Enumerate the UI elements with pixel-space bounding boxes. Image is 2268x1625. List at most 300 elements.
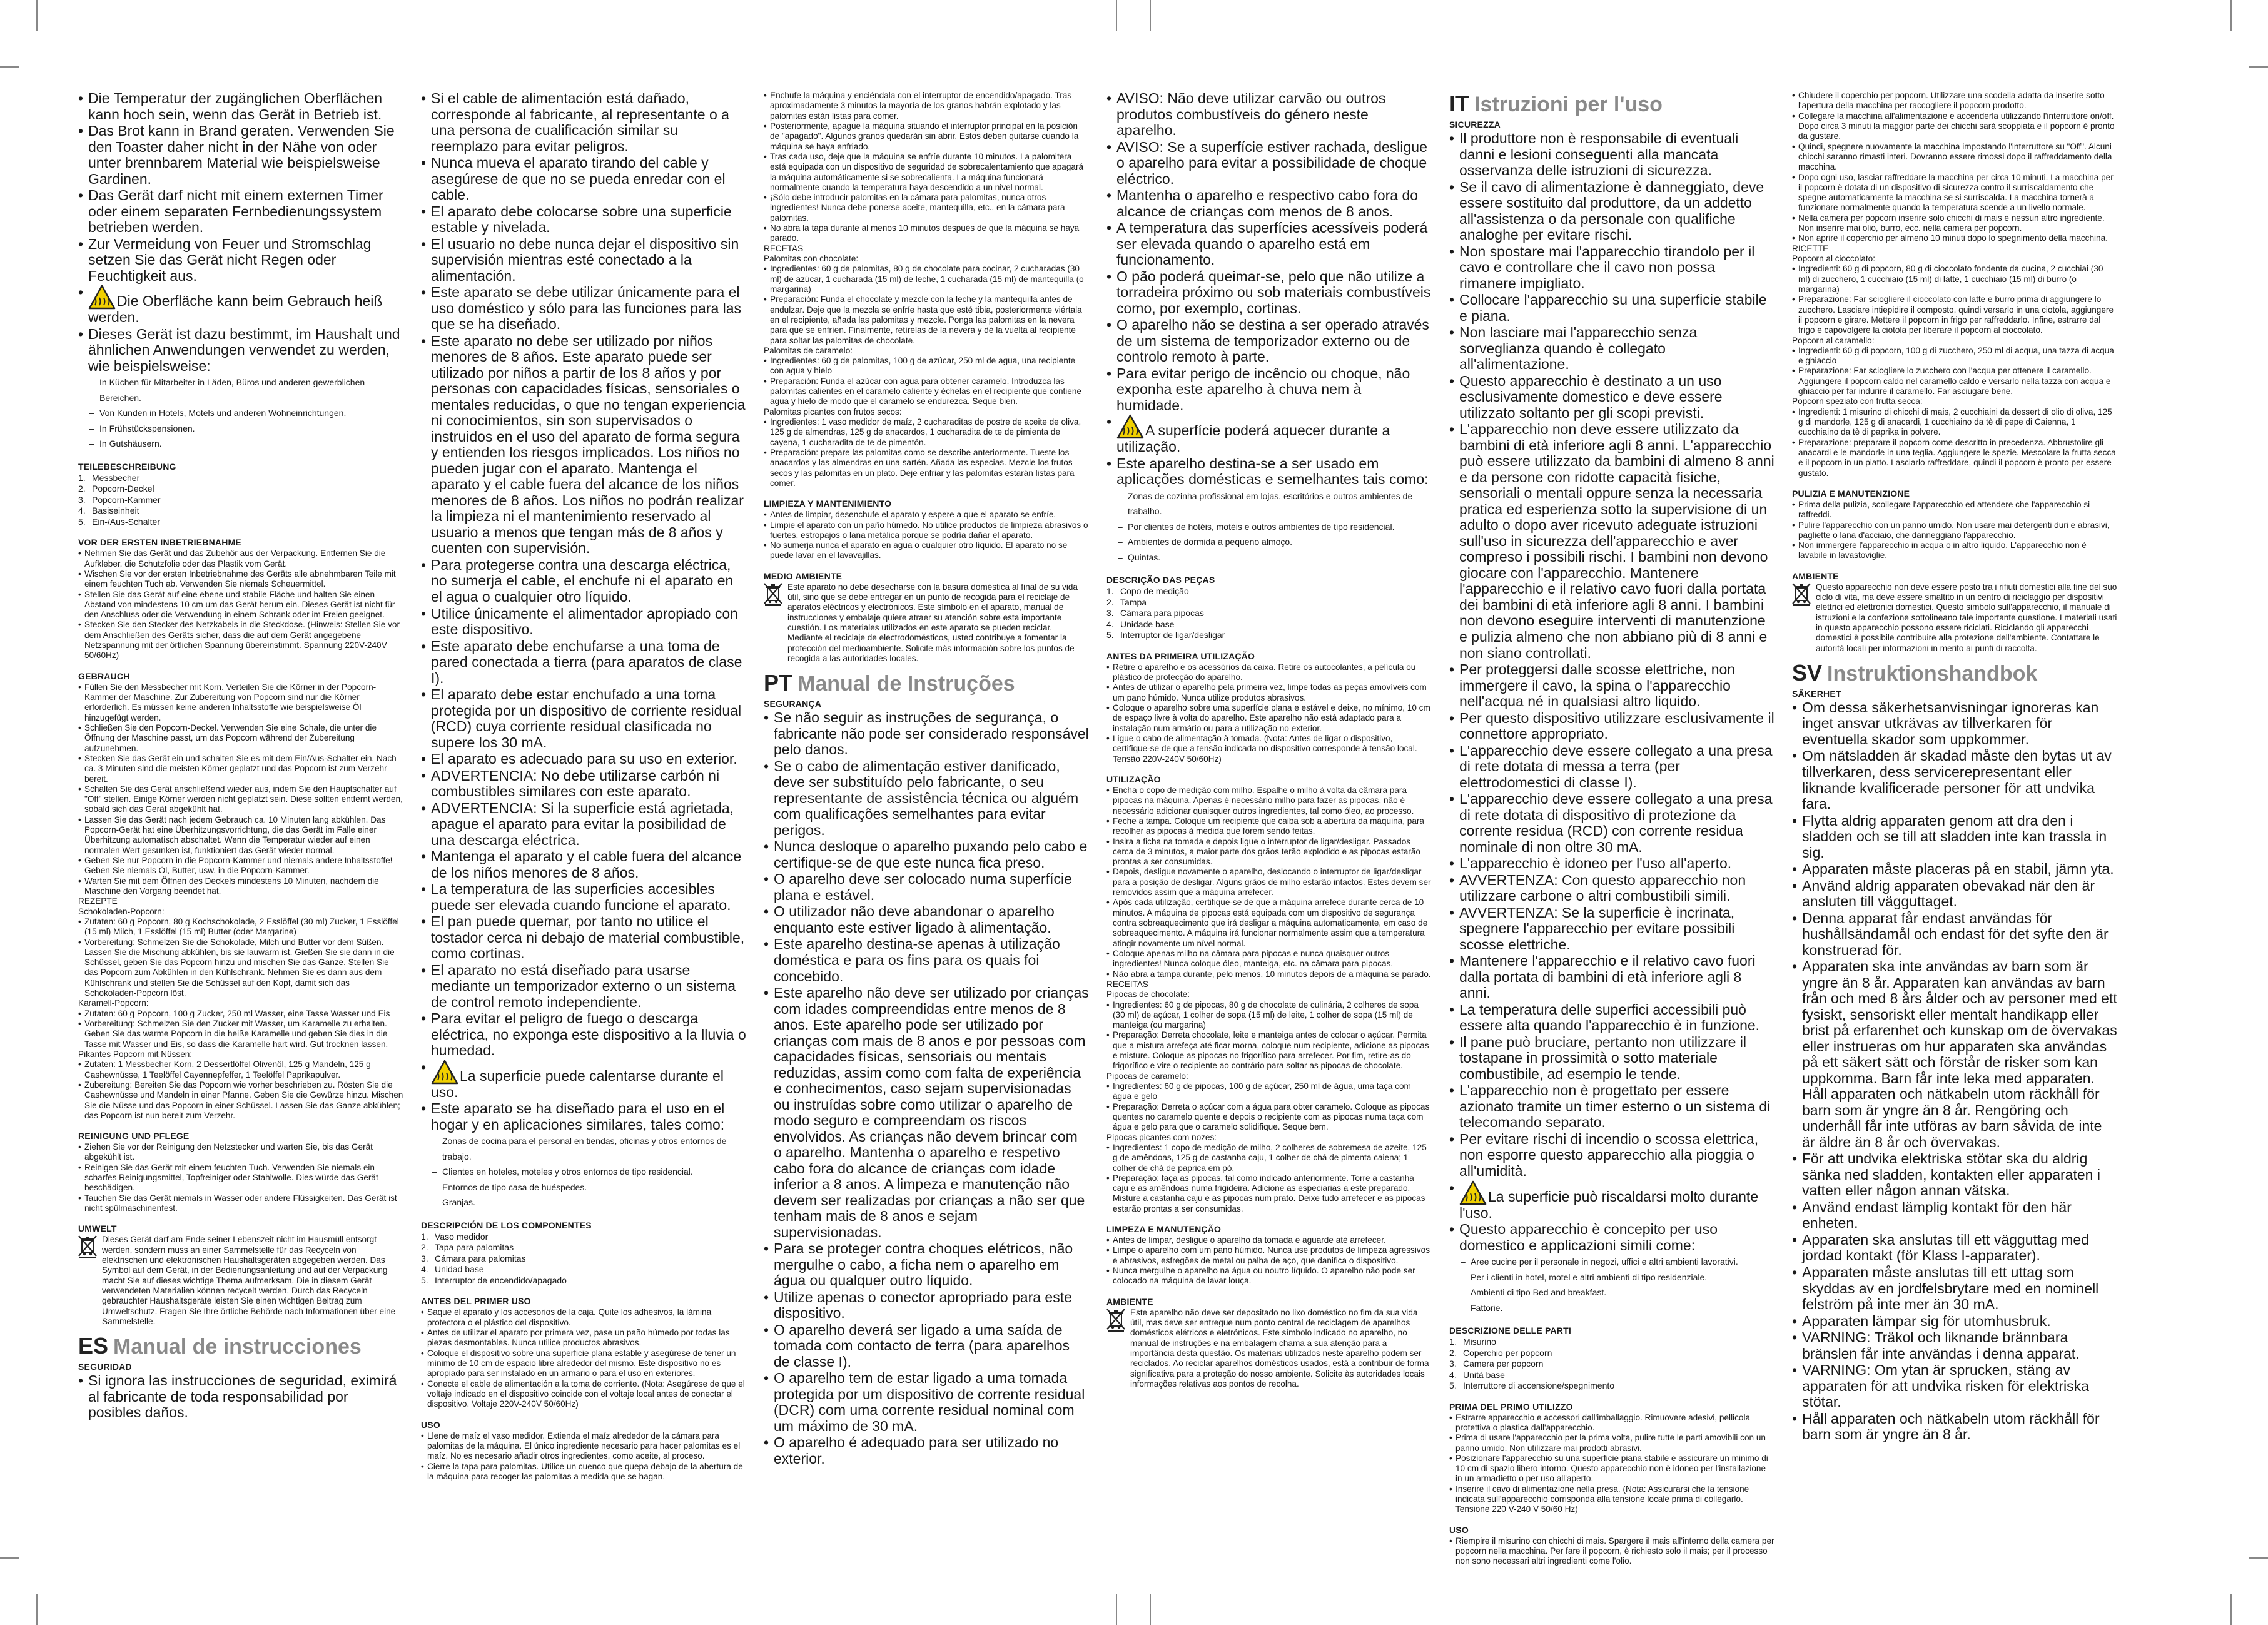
es-safety-list [78, 1373, 403, 1421]
crop-mark [0, 1557, 19, 1559]
section-heading: USO [421, 1419, 440, 1430]
lang-heading-pt [764, 670, 1089, 696]
part-label: Misurino [1463, 1337, 1496, 1347]
part-label: Popcorn-Deckel [92, 483, 154, 494]
list-item: • Zur Vermeidung von Feuer und Stromschlag setzen Sie das Gerät nicht Regen oder Feuchtigkeit aus. [78, 236, 403, 285]
list-item: • Para evitar el peligro de fuego o descarga eléctrica, no exponga este dispositivo a la lluvia o humedad. [421, 1011, 746, 1059]
part-item: 1. Messbecher [78, 472, 140, 483]
crop-mark [2230, 0, 2232, 31]
list-item: – Clientes en hoteles, moteles y otros entornos de tipo residencial. [432, 1164, 746, 1180]
instruction-list [1792, 91, 2117, 478]
list-item: • Posizionare l'apparecchio su una superficie piana stabile e assicurare un minimo di 10 cm di spazio libero intorno. Questo apparecchio non è idoneo per l'installazione in un armadietto o per uso all'aperto. [1449, 1454, 1774, 1484]
lang-title: Manual de Instruções [797, 672, 1015, 696]
instruction-list [421, 1431, 746, 1482]
recycle-bin-icon [1792, 582, 1811, 606]
section-heading: SEGURIDAD [78, 1362, 132, 1372]
list-item: • Preparação: faça as pipocas, tal como indicado anteriormente. Torre a castanha caju e as amêndoas numa frigideira. Adicione as especiarias a este preparado. Misture a castanha caju e as pipocas num prato. Deixe tudo arrefecer e as pipocas estarão prontas a ser consumidas. [1106, 1173, 1432, 1214]
column-4 [1106, 91, 1432, 1617]
list-item: • Mantenere l'apparecchio e il relativo cavo fuori dalla portata di bambini di età inferiore agli 8 anni. [1449, 953, 1774, 1001]
list-item: • Mantenha o aparelho e respectivo cabo fora do alcance de crianças com menos de 8 anos. [1106, 188, 1432, 220]
list-item: • Stellen Sie das Gerät auf eine ebene und stabile Fläche und halten Sie einen Abstand von mindestens 10 cm um das Gerät herum ein. Dieses Gerät ist nicht für den Anschluss oder die Verwendung in einem Schrank oder im Freien geeignet. [78, 590, 403, 620]
list-item: • Ingredientes: 60 g de pipocas, 80 g de chocolate de culinária, 2 colheres de sopa (30 ml) de açúcar, 1 colher de sopa (15 ml) de leite, 1 colher de sopa (15 ml) de manteiga (ou margarina) [1106, 1000, 1432, 1031]
pt-safety-list-2 [1106, 414, 1432, 488]
list-item: • Coloque apenas milho na câmara para pipocas e nunca quaisquer outros ingredientes! Nunca coloque óleo, manteiga, etc. na câmara para pipocas. [1106, 949, 1432, 969]
section-heading: GEBRAUCH [78, 671, 130, 681]
list-item: • AVVERTENZA: Con questo apparecchio non utilizzare carbone o altri combustibili simili. [1449, 873, 1774, 904]
list-item: • Este aparelho não deve ser utilizado por crianças com idades compreendidas entre menos de 8 anos. Este aparelho pode ser utilizado por crianças com mais de 8 anos e por pessoas com capacidades físicas, sensoriais ou mentais reduzidas, assim como com falta de experiência e conhecimentos, caso sejam supervisionadas ou instruídas sobre como utilizar o aparelho de modo seguro e compreendam os riscos envolvidos. As crianças não devem brincar com o aparelho. Mantenha o aparelho e respetivo cabo fora do alcance de crianças com idade inferior a 8 anos. A limpeza e manutenção não devem ser realizadas por crianças a não ser que tenham mais de 8 anos e sejam supervisionadas. [764, 985, 1089, 1240]
section-heading: VOR DER ERSTEN INBETRIEBNAHME [78, 537, 241, 548]
list-item: • Geben Sie nur Popcorn in die Popcorn-Kammer und niemals andere Inhaltsstoffe! Geben Sie niemals Öl, Butter, usw. in die Popcorn-Kammer. [78, 856, 403, 876]
list-item: • Vorbereitung: Schmelzen Sie die Schokolade, Milch und Butter vor dem Süßen. Lassen Sie die Mischung abkühlen, bis sie lauwarm ist. Gießen Sie sie dann in die Schüssel, geben Sie das Popcorn hinzu und mischen Sie das Ganze. Stellen Sie das Popcorn zum Abkühlen in den Kühlschrank. Nehmen Sie es dann aus dem Kühlschrank und stellen Sie die Schüssel auf den Kopf, damit sich das Schokoladen-Popcorn löst. [78, 938, 403, 999]
lang-code: IT [1449, 91, 1469, 116]
list-item: • Ingredientes: 60 g de pipocas, 100 g de açúcar, 250 ml de água, uma taça com água e gelo [1106, 1081, 1432, 1102]
list-item: – Von Kunden in Hotels, Motels und anderen Wohneinrichtungen. [89, 405, 403, 421]
lang-heading-sv [1792, 660, 2117, 686]
list-item: • Ingredientes: 60 g de palomitas, 80 g de chocolate para cocinar, 2 cucharadas (30 ml) de azúcar, 1 cucharada (15 ml) de leche, 1 cucharada (15 ml) de mantequilla (o margarina) [764, 264, 1089, 295]
list-item: • Stecken Sie das Gerät ein und schalten Sie es mit dem Ein/Aus-Schalter ein. Nach ca. 3 Minuten sind die meisten Körner geplatzt und das Popcorn ist zum Verzehr bereit. [78, 754, 403, 784]
list-item: • Antes de utilizar o aparelho pela primeira vez, limpe todas as peças amovíveis com um pano húmido. Nunca utilize produtos abrasivos. [1106, 682, 1432, 703]
list-item: RECEITAS [1106, 979, 1148, 989]
list-item: • AVVERTENZA: Se la superficie è incrinata, spegnere l'apparecchio per evitare possibili scosse elettriche. [1449, 905, 1774, 953]
list-item: • Chiudere il coperchio per popcorn. Utilizzare una scodella adatta da inserire sotto l'apertura della macchina per raccogliere il popcorn prodotto. [1792, 91, 2117, 111]
instruction-list [1449, 1536, 1774, 1567]
list-item: • Antes de limpar, desligue o aparelho da tomada e aguarde até arrefecer. [1106, 1235, 1432, 1245]
section-heading: PRIMA DEL PRIMO UTILIZZO [1449, 1401, 1573, 1412]
list-item: Pikantes Popcorn mit Nüssen: [78, 1049, 193, 1059]
list-item: • Este aparato se debe utilizar únicamente para el uso doméstico y sólo para las funciones para las que se ha diseñado. [421, 285, 746, 333]
list-item: • Pulire l'apparecchio con un panno umido. Non usare mai detergenti duri e abrasivi, pagliette o lana d'acciaio, che danneggiano l'apparecchio. [1792, 520, 2117, 541]
list-item: Pipocas picantes com nozes: [1106, 1132, 1217, 1142]
column-2 [421, 91, 746, 1617]
lang-code: SV [1792, 659, 1823, 686]
list-item: • Nella camera per popcorn inserire solo chicchi di mais e nessun altro ingrediente. Non inserire mai olio, burro, ecc. nella camera per popcorn. [1792, 213, 2117, 234]
list-item: • Coloque el dispositivo sobre una superficie plana estable y asegúrese de tener un mínimo de 10 cm de espacio libre alrededor del mismo. Este dispositivo no es apropiado para ser instalado en un armario o para el uso en exteriores. [421, 1349, 746, 1379]
part-item: 5. Ein-/Aus-Schalter [78, 516, 160, 527]
list-item: • Insira a ficha na tomada e depois ligue o interruptor de ligar/desligar. Passados cerca de 3 minutos, a maior parte dos grãos terão explodido e as pipocas estarão prontas a ser consumidas. [1106, 837, 1432, 868]
list-item: – Zonas de cozinha profissional em lojas, escritórios e outros ambientes de trabalho. [1118, 489, 1432, 519]
list-item: • A temperatura das superfícies acessíveis poderá ser elevada quando o aparelho está em funcionamento. [1106, 220, 1432, 268]
list-item: • ADVERTENCIA: Si la superficie está agrietada, apague el aparato para evitar la posibilidad de una descarga eléctrica. [421, 801, 746, 849]
list-item: Popcorn speziato con frutta secca: [1792, 397, 1923, 407]
part-label: Camera per popcorn [1463, 1359, 1544, 1369]
pt-household-sub [1106, 489, 1432, 565]
part-item: 3. Popcorn-Kammer [78, 494, 161, 505]
lang-title: Manual de instrucciones [113, 1335, 362, 1359]
list-item: • Apparaten ska inte användas av barn som är yngre än 8 år. Apparaten kan användas av barn från och med 8 års ålder och av personer med ett fysiskt, sensoriskt eller mentalt handikapp eller brist på erfarenhet och kunskap om de övervakas eller instrueras om hur apparaten ska användas på ett säkert sätt och förstår de risker som kan uppkomma. Barn får inte leka med apparaten. Håll apparaten och nätkabeln utom räckhåll för barn som är yngre än 8 år. Rengöring och underhåll får inte utföras av barn såvida de inte är äldre än 8 år och övervakas. [1792, 959, 2117, 1150]
crop-mark [2249, 66, 2268, 68]
section-heading: USO [1449, 1524, 1469, 1535]
list-item: • Die Temperatur der zugänglichen Oberflächen kann hoch sein, wenn das Gerät in Betrieb ist. [78, 91, 403, 123]
environment-note [1106, 1308, 1432, 1390]
part-label: Interruptor de encendido/apagado [435, 1275, 567, 1285]
list-item: • Para protegerse contra una descarga eléctrica, no sumerja el cable, el enchufe ni el aparato en el agua o cualquier otro líquido. [421, 557, 746, 605]
list-item: • Inserire il cavo di alimentazione nella presa. (Nota: Assicurarsi che la tensione indicata sull'apparecchio corrisponda alla tensione locale prima di collegarlo. Tensione 220 V-240 V 50/60 Hz) [1449, 1484, 1774, 1515]
crop-mark [36, 1594, 38, 1625]
part-item: 1. Misurino [1449, 1337, 1496, 1347]
list-item: • Retire o aparelho e os acessórios da caixa. Retire os autocolantes, a película ou plástico de protecção do aparelho. [1106, 662, 1432, 683]
part-item: 4. Unità base [1449, 1369, 1505, 1380]
part-label: Popcorn-Kammer [92, 494, 161, 505]
list-item: • Cierre la tapa para palomitas. Utilice un cuenco que quepa debajo de la abertura de la máquina para recoger las palomitas a medida que se hagan. [421, 1462, 746, 1482]
section-heading: AMBIENTE [1106, 1296, 1153, 1307]
part-item: 2. Popcorn-Deckel [78, 483, 154, 494]
list-item: • Denna apparat får endast användas för hushållsändamål och endast för det syfte den är konstruerad för. [1792, 911, 2117, 959]
list-item: • Utilize apenas o conector apropriado para este dispositivo. [764, 1290, 1089, 1322]
part-label: Unidade base [1120, 619, 1175, 629]
crop-mark [2230, 1594, 2232, 1625]
list-item: • Preparazione: preparare il popcorn come descritto in precedenza. Abbrustolire gli anacardi e le mandorle in una teglia. Aggiungere le spezie. Mescolare la frutta secca e il popcorn in un piatto. Lasciarlo raffreddare, quindi il popcorn è pronto per essere gustato. [1792, 438, 2117, 478]
part-item: 2. Coperchio per popcorn [1449, 1347, 1552, 1358]
list-item: • Zubereitung: Bereiten Sie das Popcorn wie vorher beschrieben zu. Rösten Sie die Cashewnüsse und Mandeln in einer Pfanne. Geben Sie die Gewürze hinzu. Mischen Sie die Nüsse und das Popcorn in einer Schüssel. Lassen Sie das Ganze abkühlen; das Popcorn ist nun bereit zum Verzehr. [78, 1080, 403, 1121]
list-item: • Nunca mergulhe o aparelho na água ou noutro líquido. O aparelho não pode ser colocado na máquina de lavar louça. [1106, 1266, 1432, 1287]
part-label: Vaso medidor [435, 1231, 489, 1242]
instruction-list [1106, 662, 1432, 764]
list-item: • Si ignora las instrucciones de seguridad, eximirá al fabricante de toda responsabilidad por posibles daños. [78, 1373, 403, 1421]
section-heading: ANTES DA PRIMEIRA UTILIZAÇÃO [1106, 651, 1255, 661]
list-item: • Ingredientes: 1 copo de medição de milho, 2 colheres de sobremesa de azeite, 125 g de amêndoas, 125 g de castanha caju, 1 colher de chá de pimenta caiena; 1 colher de chá de paprica em pó. [1106, 1143, 1432, 1173]
list-item: • Posteriormente, apague la máquina situando el interruptor principal en la posición de "apagado". Algunos granos quedarán sin abrir. Estos deben quitarse cuando la máquina se haya enfriado. [764, 121, 1089, 152]
part-item: 3. Camera per popcorn [1449, 1359, 1544, 1369]
warning-icon [1459, 1188, 1488, 1205]
part-item: 4. Unidad base [421, 1264, 484, 1275]
list-item: • Nunca desloque o aparelho puxando pelo cabo e certifique-se de que este nunca fica preso. [764, 839, 1089, 871]
list-item: • L'apparecchio deve essere collegato a una presa di rete dotata di messa a terra (per elettrodomestici di classe I). [1449, 743, 1774, 791]
list-item: • El usuario no debe nunca dejar el dispositivo sin supervisión mientras esté conectado a la alimentación. [421, 236, 746, 285]
list-item: – In Küchen für Mitarbeiter in Läden, Büros und anderen gewerblichen Bereichen. [89, 375, 403, 405]
part-label: Tapa para palomitas [435, 1242, 514, 1253]
list-item: – Zonas de cocina para el personal en tiendas, oficinas y otros entornos de trabajo. [432, 1133, 746, 1164]
list-item: • Ingredienti: 60 g di popcorn, 80 g di cioccolato fondente da cucina, 2 cucchiai (30 ml) di zucchero, 1 cucchiaio (15 ml) di latte, 1 cucchiaio (15 ml) di burro (o margarina) [1792, 264, 2117, 295]
recycle-bin-icon [78, 1235, 97, 1258]
list-item: • Reinigen Sie das Gerät mit einem feuchten Tuch. Verwenden Sie niemals ein scharfes Reinigungsmittel, Topfreiniger oder Stahlwolle. Dies würde das Gerät beschädigen. [78, 1163, 403, 1193]
list-item: Palomitas con chocolate: [764, 254, 859, 263]
lang-code: ES [78, 1333, 109, 1359]
list-item: • L'apparecchio non è progettato per essere azionato tramite un timer esterno o un sistema di telecomando separato. [1449, 1083, 1774, 1131]
list-item: • Questo apparecchio è concepito per uso domestico e applicazioni simili come: [1449, 1222, 1774, 1253]
environment-text: Este aparelho não deve ser depositado no lixo doméstico no fim da sua vida útil, mas deve ser entregue num ponto central de reciclagem de aparelhos domésticos elétricos e eletrónicos. Este símbolo indicado no aparelho, no manual de instruções e na embalagem chama a sua atenção para a importância desta questão. Os materiais utilizados neste aparelho podem ser reciclados. Ao reciclar aparelhos domésticos usados, está a contribuir de forma significativa para a proteção do nosso ambiente. Solicite às autoridades locais informações relativas aos pontos de recolha. [1130, 1307, 1429, 1389]
list-item: • Antes de limpiar, desenchufe el aparato y espere a que el aparato se enfríe. [764, 510, 1089, 520]
list-item [1449, 1180, 1774, 1222]
list-item: Schokoladen-Popcorn: [78, 906, 165, 916]
list-item: – Aree cucine per il personale in negozi, uffici e altri ambienti lavorativi. [1461, 1254, 1774, 1270]
list-item: • Håll apparaten och nätkabeln utom räckhåll för barn som är yngre än 8 år. [1792, 1411, 2117, 1443]
list-item: • Flytta aldrig apparaten genom att dra den i sladden och se till att sladden inte kan trassla in sig. [1792, 813, 2117, 861]
list-item [421, 1060, 746, 1101]
list-item: • Quindi, spegnere nuovamente la macchina impostando l'interruttore su "Off". Alcuni chicchi saranno rimasti interi. Dovranno essere rimossi dopo il raffreddamento della macchina. [1792, 142, 2117, 173]
crop-mark [1116, 0, 1117, 31]
part-label: Unità base [1463, 1369, 1505, 1380]
list-item: • L'apparecchio deve essere collegato a una presa di rete dotata di dispositivo di protezione da corrente residua (RCD) con corrente residua nominale di non oltre 30 mA. [1449, 791, 1774, 855]
crop-mark [2249, 1557, 2268, 1559]
list-item: Pipocas de caramelo: [1106, 1071, 1188, 1081]
list-item: • No sumerja nunca el aparato en agua o cualquier otro líquido. El aparato no se puede lavar en el lavavajillas. [764, 540, 1089, 561]
list-item: • Este aparelho destina-se apenas à utilização doméstica e para os fins para os quais foi concebido. [764, 936, 1089, 985]
list-item: • Riempire il misurino con chicchi di mais. Spargere il mais all'interno della camera per popcorn nella macchina. Per fare il popcorn, è richiesto solo il mais; per il processo non sono necessari altri ingredienti come l'olio. [1449, 1536, 1774, 1567]
list-item: • Mantenga el aparato y el cable fuera del alcance de los niños menores de 8 años. [421, 849, 746, 881]
list-item: • Preparazione: Far sciogliere il cioccolato con latte e burro prima di aggiungere lo zucchero. Lasciare intiepidire il composto, quindi versarlo in una ciotola, aggiungere il popcorn e girare. Mettere il popcorn in frigo per raffreddarlo. Infine, estrarre dal frigo e capovolgere la ciotola per liberare il popcorn al cioccolato. [1792, 295, 2117, 335]
list-item: • AVISO: Não deve utilizar carvão ou outros produtos combustíveis do género neste aparelho. [1106, 91, 1432, 139]
list-item: • Füllen Sie den Messbecher mit Korn. Verteilen Sie die Körner in der Popcorn-Kammer der Maschine. Zur Zubereitung von Popcorn sind nur die Körner erforderlich. Es müssen keine anderen Inhaltsstoffe wie beispielsweise Öl hinzugefügt werden. [78, 682, 403, 723]
list-item: • Encha o copo de medição com milho. Espalhe o milho à volta da câmara para pipocas na máquina. Apenas é necessário milho para fazer as pipocas, não é necessário adicionar quaisquer outros ingredientes, tal como óleo, ao processo. [1106, 786, 1432, 816]
list-item: • Preparação: Derreta o açúcar com a água para obter caramelo. Coloque as pipocas quentes no caramelo quente e depois o recipiente com as pipocas numa taça com água e gelo para que o caramelo solidifique. Seque bem. [1106, 1102, 1432, 1133]
list-item: • Preparazione: Far sciogliere lo zucchero con l'acqua per ottenere il caramello. Aggiungere il popcorn caldo nel caramello caldo e versarlo nella tazza con acqua e ghiaccio per far indurire il caramello. Far asciugare bene. [1792, 366, 2117, 397]
list-item: • El aparato debe colocarse sobre una superficie estable y nivelada. [421, 204, 746, 236]
part-label: Ein-/Aus-Schalter [92, 516, 160, 527]
part-label: Messbecher [92, 472, 140, 483]
parts-list [1449, 1337, 1774, 1392]
hot-surface-text: Die Oberfläche kann beim Gebrauch heiß werden. [88, 293, 383, 326]
list-item: • Non spostare mai l'apparecchio tirandolo per il cavo e controllare che il cavo non possa rimanere impigliato. [1449, 244, 1774, 292]
list-item: • Ligue o cabo de alimentação à tomada. (Nota: Antes de ligar o dispositivo, certifique-se de que a tensão indicada no dispositivo corresponde à tensão local. Tensão 220V-240V 50/60Hz) [1106, 734, 1432, 764]
list-item: • Zutaten: 60 g Popcorn, 100 g Zucker, 250 ml Wasser, eine Tasse Wasser und Eis [78, 1009, 403, 1019]
part-item: 5. Interruttore di accensione/spegnimento [1449, 1380, 1615, 1391]
warning-icon [88, 293, 117, 309]
es-safety-list [421, 91, 746, 1059]
sv-safety-list [1792, 700, 2117, 1443]
list-item: • O aparelho é adequado para ser utilizado no exterior. [764, 1435, 1089, 1467]
part-item: 3. Cámara para palomitas [421, 1253, 526, 1263]
list-item: – Granjas. [432, 1195, 746, 1210]
list-item: • Das Gerät darf nicht mit einem externen Timer oder einem separaten Fernbedienungssystem betrieben werden. [78, 188, 403, 236]
it-safety-list-2 [1449, 1180, 1774, 1254]
list-item: • Este aparato se ha diseñado para el uso en el hogar y en aplicaciones similares, tales como: [421, 1101, 746, 1133]
list-item: • Para se proteger contra choques elétricos, não mergulhe o cabo, a ficha nem o aparelho em água ou qualquer outro líquido. [764, 1241, 1089, 1289]
crop-mark [1150, 0, 1151, 31]
list-item: • Não abra a tampa durante, pelo menos, 10 minutos depois de a máquina se parado. [1106, 969, 1432, 980]
list-item: – In Gutshäusern. [89, 436, 403, 452]
list-item: • ¡Sólo debe introducir palomitas en la cámara para palomitas, nunca otros ingredientes! Nunca debe ponerse aceite, mantequilla, etc.. en la cámara para palomitas. [764, 193, 1089, 223]
list-item: • Non immergere l'apparecchio in acqua o in altro liquido. L'apparecchio non è lavabile in lavastoviglie. [1792, 540, 2117, 561]
list-item: • Prima della pulizia, scollegare l'apparecchio ed attendere che l'apparecchio si raffreddi. [1792, 500, 2117, 520]
manual-sheet [78, 91, 2192, 1617]
list-item: • Per evitare rischi di incendio o scossa elettrica, non esporre questo apparecchio alla pioggia o all'umidità. [1449, 1131, 1774, 1180]
list-item: • El aparato es adecuado para su uso en exterior. [421, 751, 746, 767]
list-item: • Prima di usare l'apparecchio per la prima volta, pulire tutte le parti amovibili con un panno umido. Non utilizzare mai prodotti abrasivi. [1449, 1433, 1774, 1454]
list-item: • Saque el aparato y los accesorios de la caja. Quite los adhesivos, la lámina protectora o el plástico del dispositivo. [421, 1307, 746, 1328]
list-item: – In Frühstückspensionen. [89, 421, 403, 437]
list-item: – Ambientes de dormida a pequeno almoço. [1118, 534, 1432, 550]
recycle-bin-icon [764, 582, 782, 606]
list-item [1106, 414, 1432, 455]
list-item: • Nunca mueva el aparato tirando del cable y asegúrese de que no se pueda enredar con el cable. [421, 155, 746, 203]
list-item: • L'apparecchio non deve essere utilizzato da bambini di età inferiore agli 8 anni. L'apparecchio può essere utilizzato da bambini di almeno 8 anni e da persone con ridotte capacità fisiche, sensoriali o mentali oppure senza la necessaria pratica ed esperienza sotto la supervisione di un adulto o dopo aver ricevuto adeguate istruzioni sull'uso in sicurezza dell'apparecchio e aver compreso i possibili rischi. I bambini non devono giocare con l'apparecchio. Mantenere l'apparecchio e il relativo cavo fuori dalla portata dei bambini di età inferiore agli 8 anni. I bambini non devono eseguire interventi di manutenzione e pulizia almeno che non abbiano più di 8 anni e non siano controllati. [1449, 422, 1774, 661]
list-item: • Il produttore non è responsabile di eventuali danni e lesioni conseguenti alla mancata osservanza delle istruzioni di sicurezza. [1449, 131, 1774, 179]
section-heading: SÄKERHET [1792, 688, 1841, 699]
instruction-list [78, 1142, 403, 1213]
part-item: 2. Tampa [1106, 597, 1147, 607]
list-item: • Após cada utilização, certifique-se de que a máquina arrefece durante cerca de 10 minutos. A máquina de pipocas está equipada com um dispositivo de segurança contra sobreaquecimento que irá desligar a máquina automaticamente, em caso de sobreaquecimento. A máquina irá funcionar normalmente assim que a temperatura atingir novamente um nível normal. [1106, 898, 1432, 949]
environment-note [1792, 582, 2117, 654]
list-item: • La temperatura delle superfici accessibili può essere alta quando l'apparecchio è in funzione. [1449, 1002, 1774, 1034]
column-6 [1792, 91, 2117, 1617]
list-item: • Zutaten: 60 g Popcorn, 80 g Kochschokolade, 2 Esslöffel (30 ml) Zucker, 1 Esslöffel (15 ml) Milch, 1 Esslöffel (15 ml) Butter (oder Margarine) [78, 917, 403, 938]
list-item: • O utilizador não deve abandonar o aparelho enquanto este estiver ligado à alimentação. [764, 904, 1089, 936]
list-item: • Este aparato debe enchufarse a una toma de pared conectada a tierra (para aparatos de clase I). [421, 639, 746, 687]
list-item: • Schalten Sie das Gerät anschließend wieder aus, indem Sie den Hauptschalter auf "Off" stellen. Einige Körner werden nicht geplatzt sein. Diese sollten entfernt werden, sobald sich das Gerät abgekühlt hat. [78, 784, 403, 815]
section-heading: DESCRIZIONE DELLE PARTI [1449, 1325, 1571, 1336]
list-item: • Se il cavo di alimentazione è danneggiato, deve essere sostituito dal produttore, da un addetto all'assistenza o da personale con qualifiche analoghe per evitare rischi. [1449, 180, 1774, 243]
instruction-list [1792, 500, 2117, 561]
list-item: • Limpe o aparelho com um pano húmido. Nunca use produtos de limpeza agressivos e abrasivos, esfregões de metal ou palha de aço, que danifica o dispositivo. [1106, 1245, 1432, 1266]
list-item: – Entornos de tipo casa de huéspedes. [432, 1180, 746, 1195]
part-item: 3. Câmara para pipocas [1106, 608, 1204, 619]
list-item: • Llene de maíz el vaso medidor. Extienda el maíz alrededor de la cámara para palomitas de la máquina. El único ingrediente necesario para hacer palomitas es el maíz. No es necesario añadir otros ingredientes, como aceite, al proceso. [421, 1431, 746, 1462]
lang-heading-it [1449, 91, 1774, 117]
list-item: • Ziehen Sie vor der Reinigung den Netzstecker und warten Sie, bis das Gerät abgekühlt ist. [78, 1142, 403, 1163]
list-item: • El pan puede quemar, por tanto no utilice el tostador cerca ni debajo de material combustible, como cortinas. [421, 914, 746, 962]
environment-note [78, 1235, 403, 1327]
part-label: Coperchio per popcorn [1463, 1347, 1552, 1358]
environment-text: Questo apparecchio non deve essere posto tra i rifiuti domestici alla fine del suo ciclo di vita, ma deve essere smaltito in un centro di riciclaggio per dispositivi elettrici ed elettronici domestici. Questo simbolo sull'apparecchio, il manuale di istruzioni e la confezione sottolineano tale importante questione. I materiali usati in questo apparecchio possono essere riciclati. Riciclando gli apparecchi domestici è possibile contribuire alla protezione dell'ambiente. Contattare le autorità locali per informazioni in merito ai punti di raccolta. [1816, 582, 2117, 653]
warning-icon [1116, 422, 1145, 438]
part-item: 5. Interruptor de encendido/apagado [421, 1275, 567, 1285]
lang-title: Istruzioni per l'uso [1474, 93, 1663, 116]
list-item: – Fattorie. [1461, 1300, 1774, 1316]
parts-list [421, 1232, 746, 1287]
part-label: Basiseinheit [92, 505, 139, 516]
instruction-list [764, 510, 1089, 561]
section-heading: REINIGUNG UND PFLEGE [78, 1131, 190, 1142]
list-item: • Apparaten måste placeras på en stabil, jämn yta. [1792, 861, 2117, 878]
crop-mark [36, 0, 38, 31]
list-item: • Apparaten lämpar sig för utomhusbruk. [1792, 1314, 2117, 1330]
recycle-bin-icon [1106, 1308, 1125, 1332]
list-item: • Ingredientes: 60 g de palomitas, 100 g de azúcar, 250 ml de agua, una recipiente con agua y hielo [764, 356, 1089, 377]
crop-mark [0, 66, 19, 68]
environment-text: Dieses Gerät darf am Ende seiner Lebenszeit nicht im Hausmüll entsorgt werden, sondern muss an einer Sammelstelle für das Recyceln von elektrischen und elektronischen Haushaltsgeräten abgegeben werden. Das Symbol auf dem Gerät, in der Bedienungsanleitung und auf der Verpackung macht Sie auf dieses wichtige Thema aufmerksam. Die in diesem Gerät verwendeten Materialien können recycelt werden. Durch das Recyceln gebrauchter Haushaltsgeräte leisten Sie einen wichtigen Beitrag zum Umweltschutz. Fragen Sie Ihre örtliche Behörde nach Informationen über eine Sammelstelle. [102, 1235, 396, 1326]
section-heading: TEILEBESCHREIBUNG [78, 461, 176, 472]
list-item: • No abra la tapa durante al menos 10 minutos después de que la máquina se haya parado. [764, 223, 1089, 244]
list-item: • Das Brot kann in Brand geraten. Verwenden Sie den Toaster daher nicht in der Nähe von oder unter brennbarem Material wie beispielsweise Gardinen. [78, 123, 403, 187]
part-label: Unidad base [435, 1264, 484, 1275]
list-item: • ADVERTENCIA: No debe utilizarse carbón ni combustibles similares con este aparato. [421, 768, 746, 800]
list-item: • Depois, desligue novamente o aparelho, deslocando o interruptor de ligar/desligar para a posição de desligar. Alguns grãos de milho estarão intactos. Estes devem ser removidos assim que a máquina arrefecer. [1106, 867, 1432, 898]
list-item: • Enchufe la máquina y enciéndala con el interruptor de encendido/apagado. Tras aproximadamente 3 minutos la mayoría de los granos habrán explotado y las palomitas están listas para comer. [764, 91, 1089, 121]
list-item: REZEPTE [78, 896, 118, 906]
list-item: • Si el cable de alimentación está dañado, corresponde al fabricante, al representante o a una persona de cualificación similar su reemplazo para evitar peligros. [421, 91, 746, 154]
list-item: • Se não seguir as instruções de segurança, o fabricante não pode ser considerado responsável pelo danos. [764, 710, 1089, 758]
list-item: • Il pane può bruciare, pertanto non utilizzare il tostapane in prossimità o sotto materiale combustibile, ad esempio le tende. [1449, 1035, 1774, 1083]
part-label: Copo de medição [1120, 586, 1189, 597]
part-label: Tampa [1120, 597, 1147, 607]
it-safety-list [1449, 131, 1774, 1180]
de-household-sub [78, 375, 403, 452]
list-item: – Ambienti di tipo Bed and breakfast. [1461, 1285, 1774, 1300]
list-item: • VARNING: Om ytan är sprucken, stäng av apparaten för att undvika risken för elektriska stötar. [1792, 1362, 2117, 1410]
parts-list [78, 473, 403, 528]
list-item: • För att undvika elektriska stötar ska du aldrig sänka ned sladden, kontakten eller apparaten i vatten eller någon annan vätska. [1792, 1151, 2117, 1199]
instruction-list [1449, 1413, 1774, 1515]
list-item: • Este aparato no debe ser utilizado por niños menores de 8 años. Este aparato puede ser utilizado por niños a partir de los 8 años y por personas con capacidades físicas, sensoriales o mentales reducidas, o que no tengan experiencia ni conocimientos, sin son supervisados o instruidos en el uso del aparato de forma segura y entienden los riesgos implicados. Los niños no pueden jugar con el aparato. Mantenga el aparato y el cable fuera del alcance de los niños menores de 8 años. Los niños no podrán realizar la limpieza ni el mantenimiento reservado al usuario a menos que tengan más de 8 años y cuenten con supervisión. [421, 333, 746, 557]
it-household-sub [1449, 1254, 1774, 1315]
list-item: • Preparación: Funda el chocolate y mezcle con la leche y la mantequilla antes de endulzar. Deje que la mezcla se enfríe hasta que esté tibia, posteriormente viértala en el recipiente, añada las palomitas y mezcle. Ponga las palomitas en la nevera para que se enfríen. Finalmente, retírelas de la nevera y dé la vuelta al recipiente para soltar las palomitas de chocolate. [764, 295, 1089, 346]
section-heading: DESCRIÇÃO DAS PEÇAS [1106, 575, 1215, 585]
list-item: • O aparelho deverá ser ligado a uma saída de tomada com contacto de terra (para aparelhos de classe I). [764, 1322, 1089, 1370]
instruction-list [1106, 786, 1432, 1214]
list-item: RECETAS [764, 243, 804, 253]
section-heading: UTILIZAÇÃO [1106, 774, 1161, 784]
list-item: • Collocare l'apparecchio su una superficie stabile e piana. [1449, 292, 1774, 324]
es-safety-list-2 [421, 1060, 746, 1133]
pt-safety-list [764, 710, 1089, 1467]
pt-safety-list [1106, 91, 1432, 413]
instruction-list [78, 682, 403, 1121]
list-item: • Preparación: Funda el azúcar con agua para obtener caramelo. Introduzca las palomitas calientes en el caramelo caliente y échelas en el recipiente que contiene agua y hielo de modo que el caramelo se endurezca. Seque bien. [764, 377, 1089, 407]
list-item: • Conecte el cable de alimentación a la toma de corriente. (Nota: Asegúrese de que el voltaje indicado en el dispositivo coincide con el voltaje local antes de conectar el dispositivo. Voltaje 220V-240V 50/60Hz) [421, 1379, 746, 1410]
lang-heading-es [78, 1333, 403, 1359]
list-item: • Använd endast lämplig kontakt för den här enheten. [1792, 1200, 2117, 1232]
list-item: • Zutaten: 1 Messbecher Korn, 2 Dessertlöffel Olivenöl, 125 g Mandeln, 125 g Cashewnüsse, 1 Teelöffel Cayennepfeffer, 1 Teelöffel Paprikapulver. [78, 1060, 403, 1080]
list-item: • Dieses Gerät ist dazu bestimmt, im Haushalt und ähnlichen Anwendungen verwendet zu werden, wie beispielsweise: [78, 327, 403, 375]
list-item: • Stecken Sie den Stecker des Netzkabels in die Steckdose. (Hinweis: Stellen Sie vor dem Anschließen des Geräts sicher, dass die auf dem Gerät angegebene Netzspannung mit der örtlichen Spannung übereinstimmt. Spannung 220V-240V 50/60Hz) [78, 620, 403, 661]
list-item [78, 285, 403, 326]
hot-surface-text: La superficie puede calentarse durante el uso. [431, 1067, 724, 1100]
list-item: • Om nätsladden är skadad måste den bytas ut av tillverkaren, dess servicerepresentant eller liknande kvalificerade personer för att undvika fara. [1792, 748, 2117, 812]
list-item: • Lassen Sie das Gerät nach jedem Gebrauch ca. 10 Minuten lang abkühlen. Das Popcorn-Gerät hat eine Überhitzungsvorrichtung, die das Gerät im Falle einer Überhitzung automatisch abschaltet. Wenn die Temperatur wieder auf einen normalen Wert gesunken ist, funktioniert das Gerät wieder normal. [78, 815, 403, 856]
column-5 [1449, 91, 1774, 1617]
section-heading: LIMPIEZA Y MANTENIMIENTO [764, 499, 892, 509]
list-item: RICETTE [1792, 243, 1829, 253]
list-item: • Questo apparecchio è destinato a un uso esclusivamente domestico e deve essere utilizzato soltanto per gli scopi previsti. [1449, 373, 1774, 422]
list-item: • O aparelho não se destina a ser operado através de um sistema de temporizador externo ou de controlo remoto à parte. [1106, 317, 1432, 365]
part-label: Interruttore di accensione/spegnimento [1463, 1380, 1615, 1391]
list-item: • Warten Sie mit dem Öffnen des Deckels mindestens 10 Minuten, nachdem die Maschine den Vorgang beendet hat. [78, 876, 403, 897]
list-item: • Non aprire il coperchio per almeno 10 minuti dopo lo spegnimento della macchina. [1792, 233, 2117, 243]
environment-note [764, 582, 1089, 664]
list-item: Palomitas de caramelo: [764, 345, 853, 355]
section-heading: AMBIENTE [1792, 570, 1839, 581]
list-item: – Quintas. [1118, 550, 1432, 565]
list-item: Popcorn al cioccolato: [1792, 254, 1875, 263]
part-item: 2. Tapa para palomitas [421, 1242, 514, 1253]
de-safety-list [78, 91, 403, 374]
section-heading: ANTES DEL PRIMER USO [421, 1296, 531, 1307]
list-item: • Tauchen Sie das Gerät niemals in Wasser oder andere Flüssigkeiten. Das Gerät ist nicht spülmaschinenfest. [78, 1193, 403, 1214]
list-item: • Använd aldrig apparaten obevakad när den är ansluten till vägguttaget. [1792, 878, 2117, 910]
list-item: • Apparaten ska anslutas till ett vägguttag med jordad kontakt (för Klass I-apparater). [1792, 1232, 2117, 1264]
list-item: • Om dessa säkerhetsanvisningar ignoreras kan inget ansvar utkrävas av tillverkaren för eventuella skador som uppkommer. [1792, 700, 2117, 748]
list-item: • Feche a tampa. Coloque um recipiente que caiba sob a abertura da máquina, para recolher as pipocas à medida que forem sendo feitas. [1106, 816, 1432, 837]
list-item: • Para evitar perigo de incêncio ou choque, não exponha este aparelho à chuva nem à humidade. [1106, 366, 1432, 414]
lang-title: Instruktionshandbok [1827, 661, 2038, 686]
column-3 [764, 91, 1089, 1617]
list-item: – Por clientes de hotéis, motéis e outros ambientes de tipo residencial. [1118, 519, 1432, 535]
section-heading: SICUREZZA [1449, 119, 1501, 129]
es-household-sub [421, 1133, 746, 1210]
part-item: 1. Copo de medição [1106, 586, 1189, 597]
list-item: • La temperatura de las superficies accesibles puede ser elevada cuando funcione el aparato. [421, 881, 746, 913]
list-item: • Preparación: prepare las palomitas como se describe anteriormente. Tueste los anacardos y las almendras en una sartén. Añada las especias. Mezcle los frutos secos y las palomitas en un plato. Deje enfriar y las palomitas estarán listas para comer. [764, 448, 1089, 489]
list-item: • Utilice únicamente el alimentador apropiado con este dispositivo. [421, 606, 746, 638]
list-item: • Collegare la macchina all'alimentazione e accenderla utilizzando l'interruttore on/off. Dopo circa 3 minuti la maggior parte dei chicchi sarà scoppiata e il popcorn è pronto da gustare. [1792, 111, 2117, 142]
list-item: • AVISO: Se a superfície estiver rachada, desligue o aparelho para evitar a possibilidade de choque eléctrico. [1106, 139, 1432, 188]
lang-code: PT [764, 670, 793, 696]
list-item: Karamell-Popcorn: [78, 998, 149, 1008]
instruction-list [764, 91, 1089, 489]
list-item: • Dopo ogni uso, lasciar raffreddare la macchina per circa 10 minuti. La macchina per il popcorn è dotata di un dispositivo di sicurezza contro il surriscaldamento che spegne automaticamente la macchina se si surriscalda. La macchina tornerà a funzionare normalmente quando la temperatura scende a un livello normale. [1792, 173, 2117, 213]
part-label: Cámara para palomitas [435, 1253, 526, 1263]
list-item: • Antes de utilizar el aparato por primera vez, pase un paño húmedo por todas las piezas desmontables. Nunca utilice productos abrasivos. [421, 1328, 746, 1349]
parts-list [1106, 586, 1432, 641]
section-heading: SEGURANÇA [764, 699, 822, 709]
part-label: Interruptor de ligar/desligar [1120, 630, 1225, 640]
hot-surface-text: A superfície poderá aquecer durante a utilização. [1116, 422, 1390, 455]
section-heading: PULIZIA E MANUTENZIONE [1792, 488, 1910, 499]
warning-icon [431, 1068, 460, 1084]
section-heading: UMWELT [78, 1223, 117, 1234]
part-item: 4. Unidade base [1106, 619, 1175, 629]
column-1 [78, 91, 403, 1617]
